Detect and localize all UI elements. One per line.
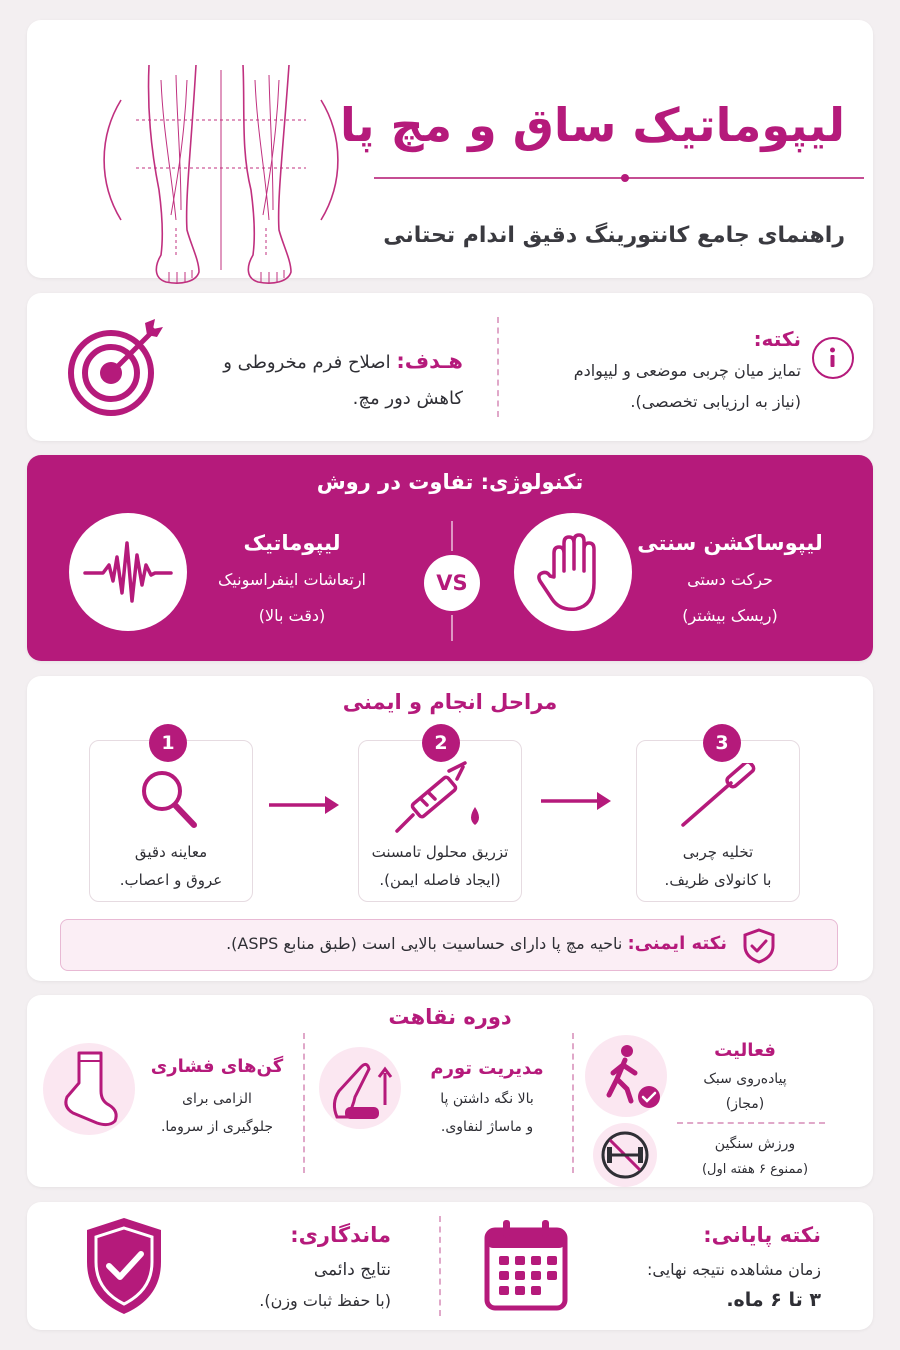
lipomatic-line1: ارتعاشات اینفراسونیک <box>217 570 366 589</box>
final-line2: ۳ تا ۶ ماه. <box>726 1289 821 1311</box>
page-subtitle: راهنمای جامع کانتورینگ دقیق اندام تحتانی <box>383 223 845 248</box>
waveform-icon <box>69 513 187 631</box>
lipomatic-text <box>192 525 392 633</box>
note-label: نکته: <box>753 327 801 351</box>
shield-check-icon <box>739 928 779 964</box>
goal-block <box>163 343 463 417</box>
lipomatic-line2: (دقت بالا) <box>258 606 326 625</box>
step-3-text: تخلیه چربی با کانولای ظریف. <box>664 843 772 889</box>
magnifier-icon <box>132 763 212 833</box>
recovery-card <box>27 995 873 1187</box>
step-2-text: تزریق محلول تامسنت (ایجاد فاصله ایمن). <box>371 843 509 889</box>
swelling-line1: بالا نگه داشتن پا <box>440 1091 534 1107</box>
no-weights-circle <box>593 1123 657 1187</box>
recovery-divider-left <box>303 1033 305 1173</box>
info-divider <box>497 317 499 417</box>
step-3-box <box>636 740 800 902</box>
stockings-heading: گن‌های فشاری <box>150 1056 284 1077</box>
elevated-leg-circle <box>319 1047 401 1129</box>
walking-icon <box>585 1035 667 1117</box>
safety-text: ناحیه مچ پا دارای حساسیت بالایی است (طبق منابع ASPS). <box>226 934 623 953</box>
recovery-title: دوره نقاهت <box>388 1005 512 1029</box>
goal-label: هـدف: <box>396 349 463 373</box>
stockings-line1: الزامی برای <box>182 1091 252 1107</box>
target-icon <box>63 315 173 419</box>
lipomatic-name: لیپوماتیک <box>243 531 341 555</box>
durability-block <box>171 1216 391 1316</box>
activity-forbidden <box>675 1130 835 1182</box>
info-card <box>27 293 873 441</box>
sock-icon <box>43 1043 135 1135</box>
arrow-right-icon <box>539 789 615 813</box>
steps-card <box>27 676 873 981</box>
step-1-number: 1 <box>149 724 187 762</box>
legs-illustration-icon <box>81 40 361 290</box>
goal-line1: اصلاح فرم مخروطی و <box>223 352 391 373</box>
final-label: نکته پایانی: <box>703 1223 821 1247</box>
step-2-box <box>358 740 522 902</box>
walking-circle <box>585 1035 667 1117</box>
title-divider <box>374 177 864 179</box>
no-dumbbell-icon <box>593 1123 657 1187</box>
final-card <box>27 1202 873 1330</box>
final-divider <box>439 1216 441 1316</box>
durability-line2: (با حفظ ثبات وزن). <box>259 1291 391 1310</box>
vs-badge: VS <box>424 555 480 611</box>
header-card <box>27 20 873 278</box>
step-3-number: 3 <box>703 724 741 762</box>
divider-dot <box>621 174 629 182</box>
step-1-box <box>89 740 253 902</box>
arrow-right-icon <box>267 793 343 817</box>
info-icon <box>812 337 854 379</box>
step-1-text: معاینه دقیق عروق و اعصاب. <box>119 843 223 889</box>
stockings-block <box>132 1049 302 1141</box>
safety-label: نکته ایمنی: <box>627 933 727 954</box>
tech-title: تکنولوژی: تفاوت در روش <box>316 470 584 494</box>
traditional-text <box>635 525 825 633</box>
lipomatic-circle <box>69 513 187 631</box>
activity-forbidden2: (ممنوع ۶ هفته اول) <box>701 1162 809 1177</box>
durability-label: ماندگاری: <box>290 1223 391 1247</box>
stockings-line2: جلوگیری از سروما. <box>160 1119 274 1135</box>
final-note-block <box>571 1216 821 1314</box>
technology-card <box>27 455 873 661</box>
durability-line1: نتایج دائمی <box>313 1260 391 1280</box>
swelling-line2: و ماساژ لنفاوی. <box>440 1119 534 1135</box>
final-line1: زمان مشاهده نتیجه نهایی: <box>646 1260 821 1279</box>
note-block <box>501 323 801 417</box>
sock-circle <box>43 1043 135 1135</box>
safety-text-row <box>87 933 727 954</box>
syringe-icon <box>391 759 491 839</box>
vs-line-bottom <box>451 615 453 641</box>
swelling-heading: مدیریت تورم <box>430 1058 544 1079</box>
safety-note <box>60 919 838 971</box>
swelling-block <box>407 1053 567 1141</box>
elevated-leg-icon <box>319 1047 401 1129</box>
step-2-number: 2 <box>422 724 460 762</box>
activity-heading: فعالیت <box>714 1040 776 1061</box>
goal-line2: کاهش دور مچ. <box>352 388 463 409</box>
activity-divider <box>677 1122 825 1124</box>
traditional-circle <box>514 513 632 631</box>
traditional-name: لیپوساکشن سنتی <box>637 531 823 555</box>
steps-title: مراحل انجام و ایمنی <box>342 690 558 714</box>
hand-icon <box>514 513 632 631</box>
shield-icon <box>81 1214 167 1318</box>
traditional-line1: حرکت دستی <box>687 570 773 589</box>
activity-block <box>675 1037 815 1115</box>
calendar-icon <box>481 1216 571 1314</box>
activity-allowed1: پیاده‌روی سبک <box>703 1071 787 1087</box>
page-title: لیپوماتیک ساق و مچ پا <box>339 98 845 152</box>
note-line1: تمایز میان چربی موضعی و لیپوادم <box>573 361 801 380</box>
activity-allowed2: (مجاز) <box>725 1096 765 1112</box>
recovery-divider-right <box>572 1033 574 1173</box>
note-line2: (نیاز به ارزیابی تخصصی). <box>630 392 801 411</box>
traditional-line2: (ریسک بیشتر) <box>682 606 778 625</box>
cannula-icon <box>675 763 763 833</box>
vs-line-top <box>451 521 453 551</box>
activity-forbidden1: ورزش سنگین <box>714 1136 796 1152</box>
